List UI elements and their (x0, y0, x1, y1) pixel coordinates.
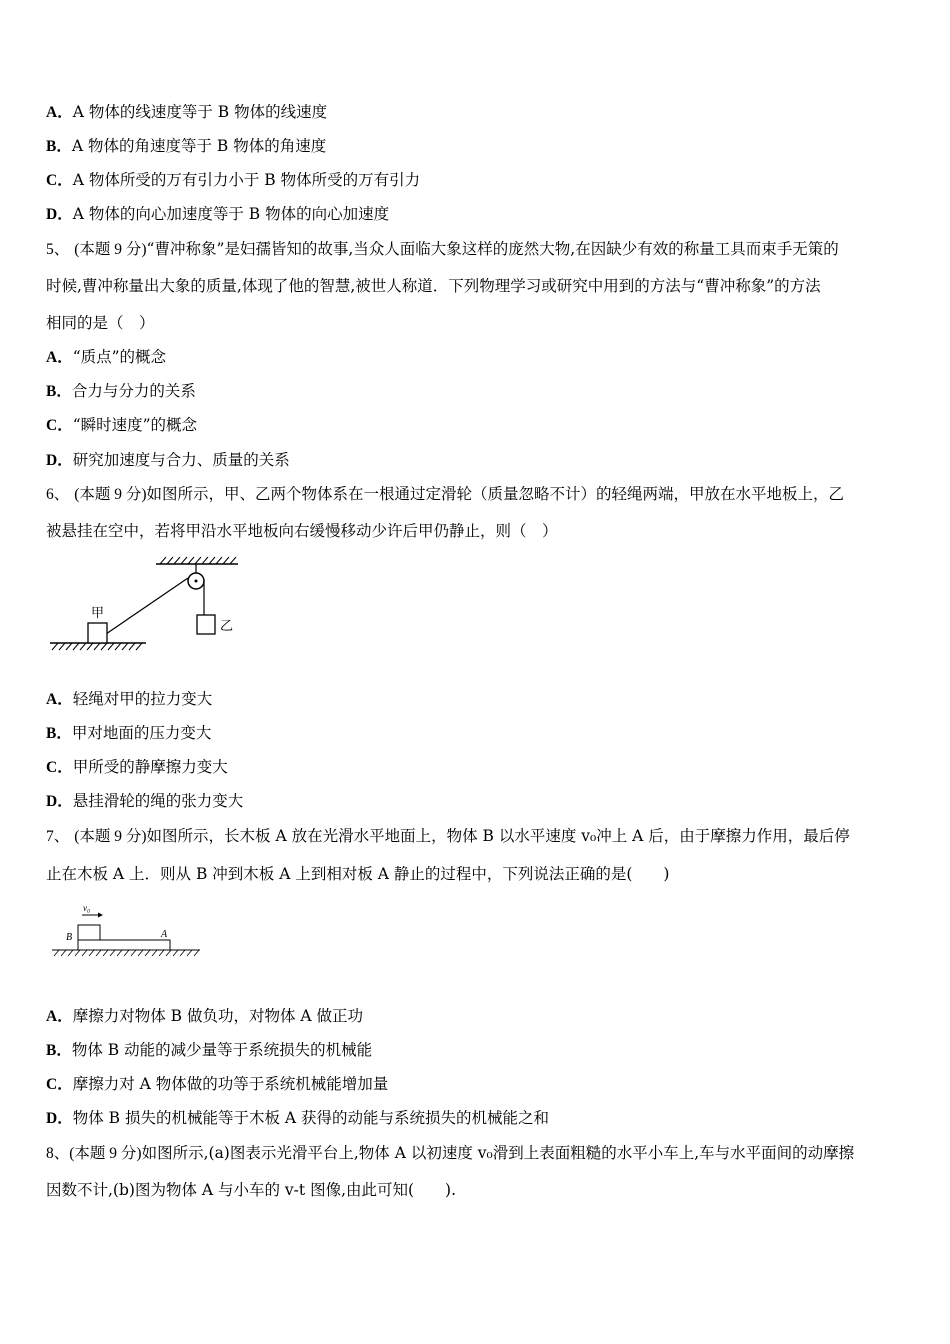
q7-stem-line-1: 7、 (本题 9 分)如图所示，长木板 A 放在光滑水平地面上，物体 B 以水平速度 v₀冲上 A 后，由于摩擦力作用，最后停 (46, 827, 850, 845)
q5-option-a: A．“质点”的概念 (46, 348, 167, 366)
q6-pulley-figure (46, 555, 246, 660)
q5-option-b: B．合力与分力的关系 (46, 382, 196, 400)
q4-option-b: B．A 物体的角速度等于 B 物体的角速度 (46, 137, 327, 155)
label-v0: v₀ (83, 903, 91, 913)
q7-option-c: C．摩擦力对 A 物体做的功等于系统机械能增加量 (46, 1075, 389, 1093)
q7-board-figure (50, 900, 205, 962)
q6-option-c: C．甲所受的静摩擦力变大 (46, 758, 228, 776)
q5-option-c: C．“瞬时速度”的概念 (46, 416, 198, 434)
q6-option-b: B．甲对地面的压力变大 (46, 724, 212, 742)
label-b: B (66, 932, 73, 943)
q4-option-c: C．A 物体所受的万有引力小于 B 物体所受的万有引力 (46, 171, 421, 189)
q8-stem-line-2: 因数不计,(b)图为物体 A 与小车的 v-t 图像,由此可知( ). (46, 1181, 457, 1199)
q6-stem-line-2: 被悬挂在空中，若将甲沿水平地板向右缓慢移动少许后甲仍静止，则（ ） (46, 522, 558, 540)
q5-stem-line-2: 时候,曹冲称量出大象的质量,体现了他的智慧,被世人称道．下列物理学习或研究中用到的方法与“曹冲称象”的方法 (46, 277, 821, 295)
label-a: A (161, 929, 168, 940)
q7-option-b: B．物体 B 动能的减少量等于系统损失的机械能 (46, 1041, 373, 1059)
q4-option-a: A．A 物体的线速度等于 B 物体的线速度 (46, 103, 328, 121)
label-jia: 甲 (91, 606, 105, 621)
q7-option-d: D．物体 B 损失的机械能等于木板 A 获得的动能与系统损失的机械能之和 (46, 1109, 549, 1127)
board-a (78, 940, 170, 950)
q8-stem-line-1: 8、(本题 9 分)如图所示,(a)图表示光滑平台上,物体 A 以初速度 v₀滑到上表面粗糙的水平小车上,车与水平面间的动摩擦 (46, 1144, 855, 1162)
q5-stem-line-1: 5、 (本题 9 分)“曹冲称象”是妇孺皆知的故事,当众人面临大象这样的庞然大物,在因缺少有效的称量工具而束手无策的 (46, 240, 839, 258)
label-yi: 乙 (220, 619, 234, 634)
block-yi (197, 615, 215, 634)
q6-option-a: A．轻绳对甲的拉力变大 (46, 690, 213, 708)
q7-stem-line-2: 止在木板 A 上．则从 B 冲到木板 A 上到相对板 A 静止的过程中，下列说法正确的是( ) (46, 865, 670, 883)
block-jia (88, 623, 107, 643)
q6-option-d: D．悬挂滑轮的绳的张力变大 (46, 792, 244, 810)
block-b (78, 925, 100, 940)
q5-stem-line-3: 相同的是（ ） (46, 314, 155, 332)
q4-option-d: D．A 物体的向心加速度等于 B 物体的向心加速度 (46, 205, 390, 223)
q5-option-d: D．研究加速度与合力、质量的关系 (46, 451, 290, 469)
q6-stem-line-1: 6、 (本题 9 分)如图所示，甲、乙两个物体系在一根通过定滑轮（质量忽略不计）的轻绳两端，甲放在水平地板上，乙 (46, 485, 845, 503)
q7-option-a: A．摩擦力对物体 B 做负功，对物体 A 做正功 (46, 1007, 363, 1025)
